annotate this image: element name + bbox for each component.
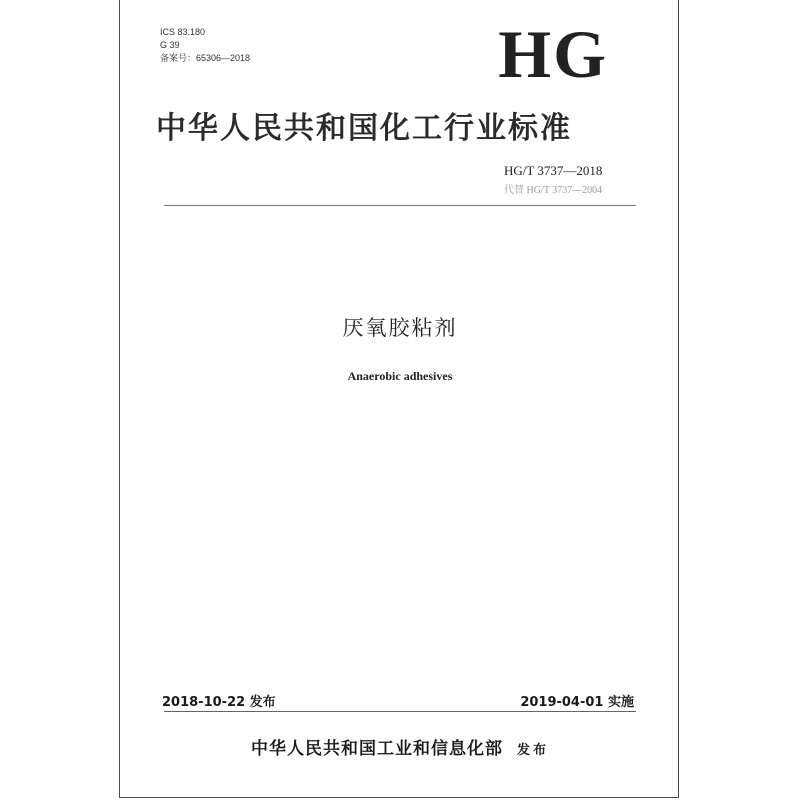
standard-number: HG/T 3737—2018 <box>504 163 603 178</box>
category-code: G 39 <box>160 40 180 50</box>
ics-code: ICS 83.180 <box>160 27 206 37</box>
effective-date: 2019-04-01 实施 <box>520 695 634 710</box>
standard-cover-page <box>119 0 679 798</box>
standard-series-title: 中华人民共和国化工行业标准 <box>156 111 572 146</box>
classification-info <box>160 26 250 65</box>
publish-action: 发布 <box>516 743 549 758</box>
document-title-cn: 厌氧胶粘剂 <box>342 316 458 340</box>
document-title-en: Anaerobic adhesives <box>347 369 453 383</box>
issue-date: 2018-10-22 发布 <box>162 695 276 710</box>
filing-number: 备案号：65306—2018 <box>160 53 251 63</box>
replaces-standard: 代替 HG/T 3737—2004 <box>504 185 603 196</box>
publisher-org: 中华人民共和国工业和信息化部 <box>250 739 503 759</box>
publisher-line <box>120 734 680 759</box>
footer-divider <box>164 711 636 712</box>
header-divider <box>164 205 636 206</box>
hg-logo: HG <box>498 16 608 92</box>
